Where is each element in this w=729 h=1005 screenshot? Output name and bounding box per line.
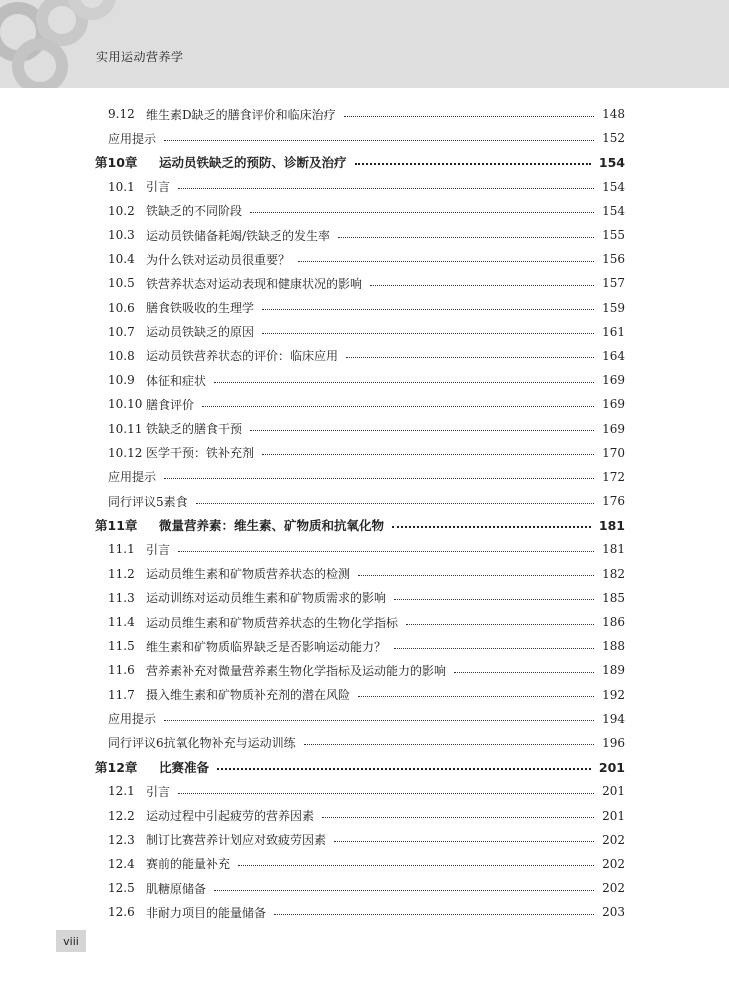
dot-leader bbox=[334, 841, 594, 842]
toc-entry-row[interactable] bbox=[95, 344, 625, 368]
toc-entry-page: 164 bbox=[602, 348, 625, 363]
toc-entry-number: 10.11 bbox=[108, 421, 143, 436]
toc-entry-row[interactable] bbox=[95, 731, 625, 755]
dot-leader bbox=[178, 551, 594, 552]
dot-leader bbox=[358, 696, 594, 697]
toc-entry-row[interactable] bbox=[95, 876, 625, 900]
toc-entry-number: 11.6 bbox=[108, 663, 135, 678]
toc-entry-page: 181 bbox=[598, 517, 625, 533]
dot-leader bbox=[164, 720, 594, 721]
toc-entry-title: 铁缺乏的不同阶段 bbox=[146, 204, 243, 219]
dot-leader bbox=[406, 624, 594, 625]
toc-entry-row[interactable] bbox=[95, 368, 625, 392]
toc-entry-number: 12.6 bbox=[108, 905, 135, 920]
toc-entry-title: 运动员维生素和矿物质营养状态的检测 bbox=[146, 567, 351, 582]
toc-entry-row[interactable] bbox=[95, 126, 625, 150]
toc-entry-row[interactable] bbox=[95, 683, 625, 707]
toc-entry-title: 体征和症状 bbox=[146, 373, 207, 388]
toc-entry-number: 10.4 bbox=[108, 252, 135, 267]
toc-entry-title: 应用提示 bbox=[108, 131, 157, 146]
toc-chapter-row[interactable] bbox=[95, 150, 625, 174]
toc-entry-row[interactable] bbox=[95, 852, 625, 876]
toc-entry-row[interactable] bbox=[95, 223, 625, 247]
toc-entry-page: 169 bbox=[602, 421, 625, 436]
toc-entry-title: 运动过程中引起疲劳的营养因素 bbox=[146, 809, 315, 824]
toc-entry-title: 肌糖原储备 bbox=[146, 881, 207, 896]
header-band bbox=[0, 0, 729, 88]
toc-entry-number: 11.2 bbox=[108, 566, 135, 581]
toc-entry-number: 10.2 bbox=[108, 203, 135, 218]
toc-entry-number: 12.2 bbox=[108, 808, 135, 823]
toc-entry-page: 181 bbox=[602, 542, 625, 557]
toc-entry-title: 赛前的能量补充 bbox=[146, 857, 231, 872]
toc-entry-row[interactable] bbox=[95, 175, 625, 199]
toc-entry-page: 169 bbox=[602, 397, 625, 412]
dot-leader bbox=[394, 599, 594, 600]
toc-entry-number: 第11章 bbox=[95, 518, 138, 534]
toc-entry-title: 应用提示 bbox=[108, 470, 157, 485]
dot-leader bbox=[262, 454, 594, 455]
dot-leader bbox=[238, 865, 594, 866]
toc-entry-page: 176 bbox=[602, 494, 625, 509]
toc-entry-page: 172 bbox=[602, 469, 625, 484]
toc-entry-page: 185 bbox=[602, 590, 625, 605]
toc-entry-number: 同行评议6 bbox=[108, 736, 164, 751]
dot-leader bbox=[344, 116, 594, 117]
toc-entry-page: 169 bbox=[602, 373, 625, 388]
toc-entry-number: 同行评议5 bbox=[108, 494, 164, 509]
toc-entry-number: 10.6 bbox=[108, 300, 135, 315]
toc-entry-title: 医学干预：铁补充剂 bbox=[146, 446, 255, 461]
toc-entry-title: 摄入维生素和矿物质补充剂的潜在风险 bbox=[146, 688, 351, 703]
toc-entry-row[interactable] bbox=[95, 803, 625, 827]
toc-entry-page: 201 bbox=[602, 784, 625, 799]
toc-entry-title: 铁缺乏的膳食干预 bbox=[146, 422, 243, 437]
toc-entry-row[interactable] bbox=[95, 199, 625, 223]
toc-entry-row[interactable] bbox=[95, 634, 625, 658]
toc-entry-number: 10.3 bbox=[108, 228, 135, 243]
dot-leader bbox=[274, 914, 594, 915]
toc-entry-row[interactable] bbox=[95, 900, 625, 924]
toc-entry-title: 引言 bbox=[146, 542, 171, 557]
toc-entry-title: 引言 bbox=[146, 784, 171, 799]
toc-entry-number: 12.1 bbox=[108, 784, 135, 799]
toc-entry-number: 12.3 bbox=[108, 832, 135, 847]
toc-entry-page: 202 bbox=[602, 856, 625, 871]
toc-entry-number: 10.12 bbox=[108, 445, 143, 460]
toc-entry-number: 11.4 bbox=[108, 615, 135, 630]
toc-entry-number: 10.7 bbox=[108, 324, 135, 339]
toc-entry-number: 10.1 bbox=[108, 179, 135, 194]
toc-entry-number: 10.8 bbox=[108, 348, 135, 363]
dot-leader bbox=[355, 163, 591, 165]
toc-entry-row[interactable] bbox=[95, 537, 625, 561]
dot-leader bbox=[262, 309, 594, 310]
toc-entry-page: 152 bbox=[602, 131, 625, 146]
toc-entry-title: 抗氧化物补充与运动训练 bbox=[163, 736, 296, 751]
dot-leader bbox=[358, 575, 594, 576]
toc-entry-page: 194 bbox=[602, 711, 625, 726]
dot-leader bbox=[454, 672, 594, 673]
dot-leader bbox=[322, 817, 594, 818]
toc-entry-title: 制订比赛营养计划应对致疲劳因素 bbox=[146, 833, 327, 848]
page-number: viii bbox=[56, 930, 86, 952]
toc-entry-row[interactable] bbox=[95, 247, 625, 271]
toc-entry-number: 12.4 bbox=[108, 856, 135, 871]
toc-entry-title: 微量营养素：维生素、矿物质和抗氧化物 bbox=[159, 518, 385, 534]
dot-leader bbox=[250, 430, 594, 431]
toc-entry-page: 161 bbox=[602, 324, 625, 339]
dot-leader bbox=[298, 261, 594, 262]
toc-entry-row[interactable] bbox=[95, 707, 625, 731]
toc-entry-title: 膳食铁吸收的生理学 bbox=[146, 301, 255, 316]
toc-entry-page: 148 bbox=[602, 107, 625, 122]
toc-entry-number: 第12章 bbox=[95, 760, 138, 776]
toc-entry-page: 159 bbox=[602, 300, 625, 315]
toc-entry-page: 203 bbox=[602, 905, 625, 920]
dot-leader bbox=[214, 382, 594, 383]
toc-entry-row[interactable] bbox=[95, 102, 625, 126]
toc-entry-title: 膳食评价 bbox=[146, 397, 195, 412]
dot-leader bbox=[164, 478, 594, 479]
toc-entry-title: 比赛准备 bbox=[159, 760, 210, 776]
toc-entry-page: 196 bbox=[602, 735, 625, 750]
toc-entry-row[interactable] bbox=[95, 320, 625, 344]
toc-entry-page: 156 bbox=[602, 252, 625, 267]
toc-entry-row[interactable] bbox=[95, 296, 625, 320]
toc-entry-title: 运动员铁缺乏的原因 bbox=[146, 325, 255, 340]
dot-leader bbox=[304, 744, 594, 745]
toc-entry-page: 154 bbox=[598, 154, 625, 170]
toc-entry-row[interactable] bbox=[95, 489, 625, 513]
toc-entry-page: 155 bbox=[602, 228, 625, 243]
toc-entry-title: 引言 bbox=[146, 180, 171, 195]
toc-entry-number: 10.5 bbox=[108, 276, 135, 291]
toc-entry-title: 铁营养状态对运动表现和健康状况的影响 bbox=[146, 276, 363, 291]
dot-leader bbox=[392, 526, 591, 528]
toc-chapter-row[interactable] bbox=[95, 513, 625, 537]
toc-entry-title: 运动训练对运动员维生素和矿物质需求的影响 bbox=[146, 591, 387, 606]
toc-entry-page: 157 bbox=[602, 276, 625, 291]
toc-entry-title: 应用提示 bbox=[108, 712, 157, 727]
toc-entry-title: 运动员铁储备耗竭/铁缺乏的发生率 bbox=[146, 228, 331, 243]
dot-leader bbox=[338, 237, 594, 238]
toc-entry-page: 188 bbox=[602, 639, 625, 654]
decorative-circles-icon bbox=[0, 0, 120, 88]
toc-entry-page: 186 bbox=[602, 615, 625, 630]
toc-entry-page: 154 bbox=[602, 203, 625, 218]
toc-entry-number: 10.9 bbox=[108, 373, 135, 388]
toc-entry-page: 154 bbox=[602, 179, 625, 194]
toc-entry-title: 运动员铁缺乏的预防、诊断及治疗 bbox=[159, 155, 347, 171]
toc-entry-page: 202 bbox=[602, 832, 625, 847]
toc-entry-page: 192 bbox=[602, 687, 625, 702]
dot-leader bbox=[394, 648, 594, 649]
dot-leader bbox=[164, 140, 594, 141]
dot-leader bbox=[202, 406, 594, 407]
dot-leader bbox=[178, 793, 594, 794]
toc-entry-row[interactable] bbox=[95, 416, 625, 440]
toc-entry-row[interactable] bbox=[95, 610, 625, 634]
toc-entry-number: 第10章 bbox=[95, 155, 138, 171]
toc-entry-row[interactable] bbox=[95, 562, 625, 586]
toc-entry-number: 11.1 bbox=[108, 542, 135, 557]
dot-leader bbox=[250, 212, 594, 213]
toc-entry-number: 11.5 bbox=[108, 639, 135, 654]
dot-leader bbox=[217, 768, 591, 770]
dot-leader bbox=[346, 357, 594, 358]
toc-entry-number: 11.7 bbox=[108, 687, 135, 702]
toc-chapter-row[interactable] bbox=[95, 755, 625, 779]
toc-entry-page: 202 bbox=[602, 881, 625, 896]
toc-entry-row[interactable] bbox=[95, 658, 625, 682]
table-of-contents bbox=[95, 102, 625, 924]
toc-entry-title: 运动员维生素和矿物质营养状态的生物化学指标 bbox=[146, 615, 399, 630]
toc-entry-title: 运动员铁营养状态的评价：临床应用 bbox=[146, 349, 339, 364]
toc-entry-page: 201 bbox=[602, 808, 625, 823]
toc-entry-number: 11.3 bbox=[108, 590, 135, 605]
dot-leader bbox=[178, 188, 594, 189]
running-title: 实用运动营养学 bbox=[96, 50, 184, 64]
toc-entry-title: 素食 bbox=[163, 494, 188, 509]
dot-leader bbox=[196, 503, 594, 504]
toc-entry-page: 170 bbox=[602, 445, 625, 460]
toc-entry-number: 12.5 bbox=[108, 881, 135, 896]
toc-entry-title: 营养素补充对微量营养素生物化学指标及运动能力的影响 bbox=[146, 663, 447, 678]
toc-entry-page: 201 bbox=[598, 759, 625, 775]
dot-leader bbox=[214, 890, 594, 891]
toc-entry-title: 为什么铁对运动员很重要？ bbox=[146, 252, 291, 267]
toc-entry-page: 182 bbox=[602, 566, 625, 581]
toc-entry-title: 维生素和矿物质临界缺乏是否影响运动能力？ bbox=[146, 639, 387, 654]
toc-entry-number: 10.10 bbox=[108, 397, 143, 412]
toc-entry-row[interactable] bbox=[95, 392, 625, 416]
dot-leader bbox=[370, 285, 594, 286]
toc-entry-number: 9.12 bbox=[108, 107, 135, 122]
toc-entry-row[interactable] bbox=[95, 465, 625, 489]
toc-entry-row[interactable] bbox=[95, 271, 625, 295]
toc-entry-page: 189 bbox=[602, 663, 625, 678]
dot-leader bbox=[262, 333, 594, 334]
toc-entry-row[interactable] bbox=[95, 441, 625, 465]
toc-entry-row[interactable] bbox=[95, 779, 625, 803]
toc-entry-title: 非耐力项目的能量储备 bbox=[146, 905, 267, 920]
toc-entry-row[interactable] bbox=[95, 828, 625, 852]
toc-entry-row[interactable] bbox=[95, 586, 625, 610]
toc-entry-title: 维生素D缺乏的膳食评价和临床治疗 bbox=[146, 107, 336, 122]
